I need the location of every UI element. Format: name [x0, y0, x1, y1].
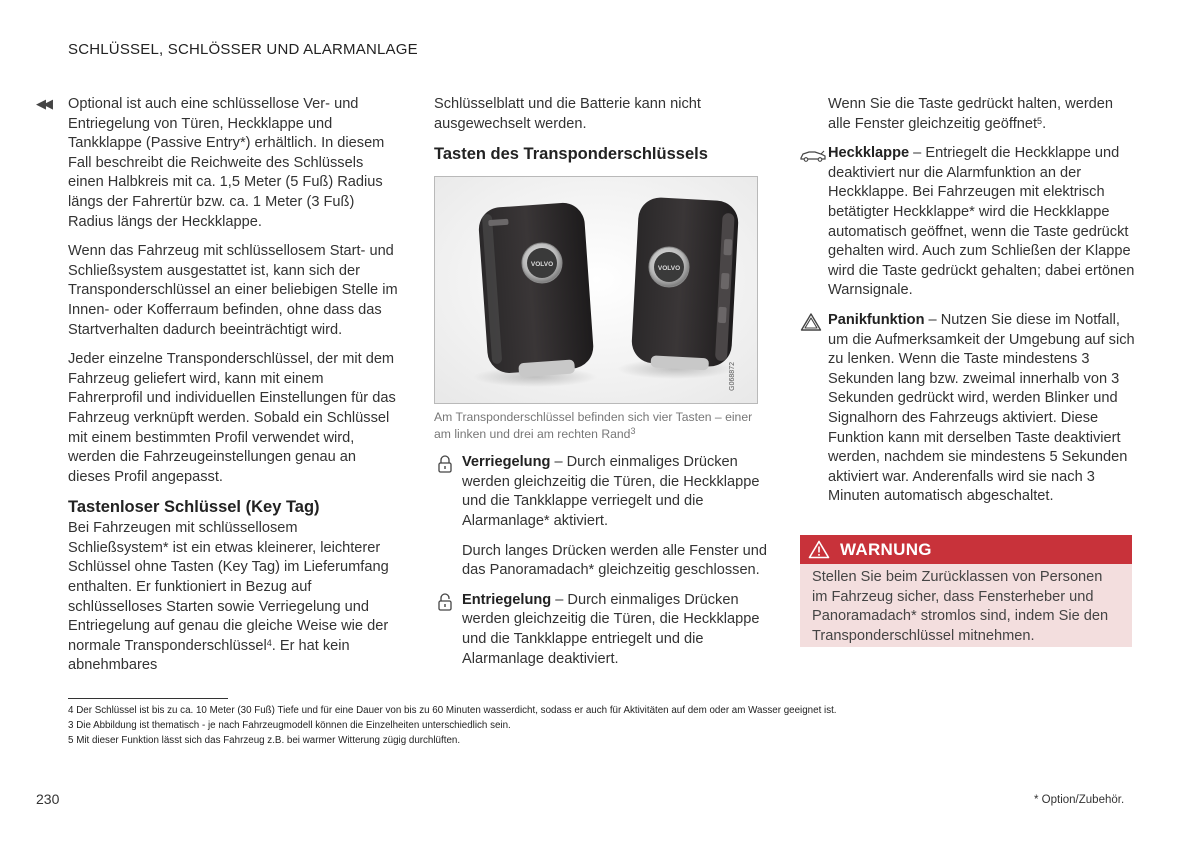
unlock-label: Entriegelung [462, 591, 552, 608]
footnote-3: 3 Die Abbildung ist thematisch - je nach Fahrzeugmodell können die Einzelheiten unterschiedlich sein. [68, 719, 511, 731]
page-number: 230 [36, 791, 60, 807]
lock-item [434, 453, 768, 531]
footnotes [68, 704, 837, 748]
trunk-label: Heckklappe [828, 145, 910, 162]
svg-text:VOLVO: VOLVO [657, 265, 681, 273]
column-1 [68, 95, 400, 686]
back-arrows-icon[interactable]: ◀◀ [36, 96, 50, 111]
padlock-open-icon [434, 592, 456, 612]
svg-text:VOLVO: VOLVO [530, 261, 554, 269]
option-note: * Option/Zubehör. [1034, 794, 1125, 806]
warning-title: WARNUNG [840, 539, 932, 559]
footnote-4: 4 Der Schlüssel ist bis zu ca. 10 Meter (30 Fuß) Tiefe und für eine Dauer von bis zu 60 Minuten wasserdicht, sodass er auch für Aktivitäten auf dem oder am Wasser geeignet ist. [68, 705, 837, 716]
trunk-item [800, 144, 1136, 301]
footnote-ref-5[interactable]: 5 [1037, 115, 1043, 126]
heading-transponder-buttons: Tasten des Transponderschlüssels [434, 145, 708, 164]
warning-box [800, 535, 1132, 647]
column-3 [800, 95, 1136, 517]
figure-caption: Am Transponderschlüssel befinden sich vier Tasten – einer am linken und drei am rechten Rand$^3$ [434, 410, 753, 442]
paragraph-keyless-start: Wenn das Fahrzeug mit schlüssellosem Start- und Schließsystem ausgestattet ist, kann sich der Transponderschlüssel an einer beliebigen Stelle im Innen- oder Kofferraum befinden, ohne dass das Startverhalten dadurch beeinträchtigt wird. [68, 243, 398, 338]
paragraph-driver-profile: Jeder einzelne Transponderschlüssel, der mit dem Fahrzeug geliefert wird, kann mit einem Fahrerprofil und individuellen Einstellungen für das Fahrzeug verknüpft werden. Sobald ein Schlüssel mit einem bestimmten Profil verwendet wird, werden die Fahrzeugeinstellungen genau an dieses Profil angepasst. [68, 351, 396, 485]
panic-description: – Nutzen Sie diese im Notfall, um die Aufmerksamkeit der Umgebung auf sich zu lenken. Wenn die Taste mindestens 3 Sekunden lang bzw. zweimal innerhalb von 3 Sekunden gedrückt wird, werden Blinker und Signalhorn des Fahrzeugs aktiviert. Diese Funktion kann mit derselben Taste deaktiviert werden, nachdem sie mindestens 5 Sekunden aktiviert war. Anderenfalls wird sie nach 3 Minuten automatisch abgeschaltet. [828, 311, 1135, 505]
car-tailgate-icon [800, 145, 826, 165]
footnote-ref-4[interactable]: 4 [266, 637, 272, 648]
footnote-ref-3[interactable]: 3 [630, 426, 636, 437]
key-fob-left [477, 202, 594, 378]
trunk-description: – Entriegelt die Heckklappe und deaktiviert nur die Alarmfunktion an der Heckklappe. Bei Fahrzeugen mit elektrisch betätigter Heckklappe* wird die Heckklappe automatisch geöffnet, wenn die Taste gedrückt gehalten wird. Auch zum Schließen der Klappe wird die Taste gedrückt gehalten; dabei ertönen Warnsignale. [828, 145, 1135, 299]
lock-description: – Durch einmaliges Drücken werden gleichzeitig die Türen, die Heckklappe und die Tankklappe verriegelt und die Alarmanlage* aktiviert. [462, 454, 760, 529]
paragraph-windows-open: Wenn Sie die Taste gedrückt halten, werden alle Fenster gleichzeitig geöffnet$^5$. [828, 96, 1114, 132]
warning-header [800, 535, 1132, 564]
footnote-5: 5 Mit dieser Funktion lässt sich das Fahrzeug z.B. bei warmer Witterung zügig durchlüften. [68, 734, 461, 746]
panic-item [800, 311, 1136, 507]
paragraph-passive-entry: Optional ist auch eine schlüssellose Ver- und Entriegelung von Türen, Heckklappe und Tankklappe (Passive Entry*) erhältlich. In diesem Fall beschreibt die Reichweite des Schlüssels einen Halbkreis mit ca. 1,5 Meter (5 Fuß) Radius längs der Fahrertür bzw. ca. 1 Meter (3 Fuß) Radius längs der Heckklappe. [68, 96, 385, 230]
warning-triangle-icon [808, 540, 830, 559]
column-2 [434, 95, 768, 679]
warning-text: Stellen Sie beim Zurücklassen von Personen im Fahrzeug sicher, dass Fensterheber und Panoramadach* stromlos sind, indem Sie den Transponderschlüssel mitnehmen. [812, 569, 1109, 644]
panic-label: Panikfunktion [828, 311, 925, 328]
key-fob-illustration [435, 177, 758, 404]
unlock-item [434, 591, 768, 669]
page-header: SCHLÜSSEL, SCHLÖSSER UND ALARMANLAGE [68, 41, 418, 58]
lock-label: Verriegelung [462, 454, 551, 471]
paragraph-key-blade: Schlüsselblatt und die Batterie kann nicht ausgewechselt werden. [434, 96, 701, 132]
heading-key-tag: Tastenloser Schlüssel (Key Tag) [68, 498, 320, 517]
key-fob-figure [434, 176, 758, 404]
unlock-description: – Durch einmaliges Drücken werden gleichzeitig die Türen, die Heckklappe und die Tankklappe entriegelt und die Alarmanlage deaktiviert. [462, 591, 760, 667]
key-fob-right [631, 197, 740, 371]
lock-long-press: Durch langes Drücken werden alle Fenster und das Panoramadach* gleichzeitig geschlossen. [462, 542, 768, 579]
footnote-divider [68, 698, 228, 699]
warning-triangle-icon [800, 312, 822, 332]
figure-code: G068872 [729, 362, 737, 392]
padlock-closed-icon [434, 454, 456, 474]
paragraph-key-tag: Bei Fahrzeugen mit schlüssellosem Schließsystem* ist ein etwas kleinerer, leichterer Schlüssel ohne Tasten (Key Tag) im Lieferumfang enthalten. Er funktioniert in Bezug auf schlüsselloses Starten sowie Verriegelung und Entriegelung auf genau die gleiche Weise wie der normale Transponderschlüssel$^4$. Er hat kein abnehmbares [68, 520, 389, 674]
